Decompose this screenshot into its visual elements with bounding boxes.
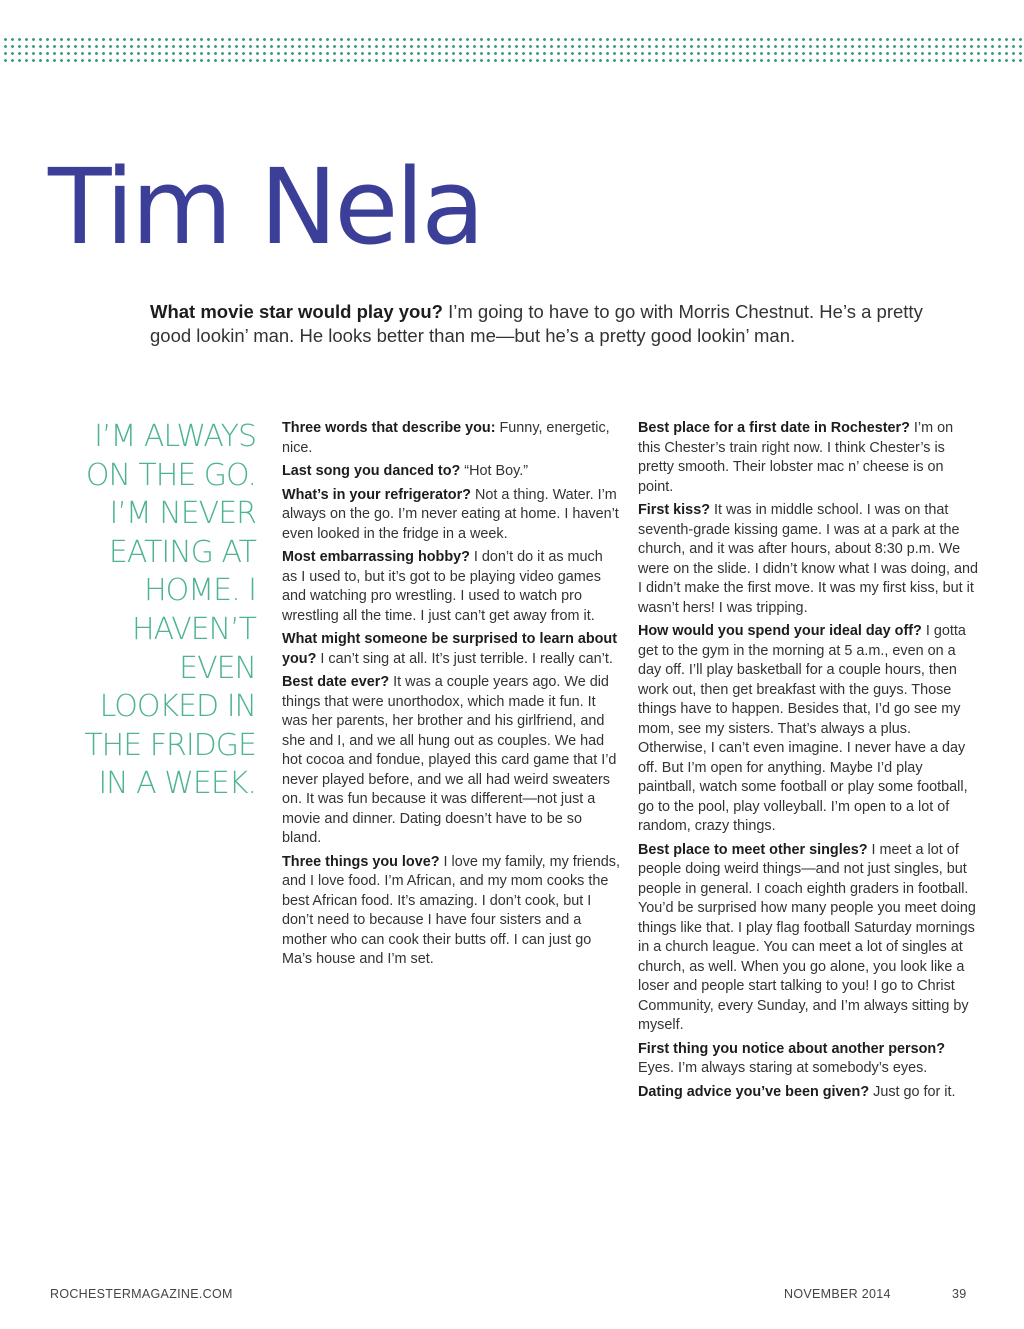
qa-question: Three things you love?	[282, 853, 440, 870]
page-title: Tim Nela	[48, 146, 482, 268]
intro-question: What movie star would play you?	[150, 301, 443, 322]
qa-answer: “Hot Boy.”	[460, 463, 528, 479]
qa-question: Most embarrassing hobby?	[282, 549, 470, 565]
qa-item	[282, 486, 620, 545]
qa-question: Three words that describe you:	[282, 420, 496, 436]
qa-item	[638, 1083, 978, 1103]
qa-answer: Just go for it.	[869, 1083, 956, 1100]
qa-item	[282, 853, 620, 970]
qa-answer: It was in middle school. I was on that seventh-grade kissing game. I was at a park at the church, and it was after hours, about 8:30 p.m. We were on the slide. I didn’t know what I was doing, and I didn’t make the first move. It was my first kiss, but it wasn’t hers! I was tripping.	[638, 502, 978, 616]
qa-item	[282, 673, 620, 849]
qa-item	[282, 548, 620, 626]
qa-answer: I love my family, my friends, and I love food. I’m African, and my mom cooks the best African food. It’s amazing. I don’t cook, but I don’t need to because I have four sisters and a mother who can cook their butts off. I can just go Ma’s house and I’m set.	[282, 853, 620, 967]
pull-quote: I’M ALWAYS ON THE GO. I’M NEVER EATING AT HOME. I HAVEN’T EVEN LOOKED IN THE FRIDGE IN A WEEK.	[84, 419, 256, 802]
qa-column-left	[282, 419, 620, 974]
intro-paragraph	[150, 300, 950, 348]
qa-item	[638, 1040, 978, 1079]
intro-answer: I’m going to have to go with Morris Chestnut. He’s a pretty good lookin’ man. He looks better than me—but he’s a pretty good lookin’ man.	[150, 301, 923, 346]
qa-question: What’s in your refrigerator?	[282, 486, 471, 503]
qa-answer: It was a couple years ago. We did things that were unorthodox, which made it fun. It was her parents, her brother and his girlfriend, and she and I, and we all hung out as couples. We had hot cocoa and fondue, played this card game that I’d never played before, and we all had weird sweaters on. It was fun because it was different—not just a movie and dinner. Dating doesn’t have to be so bland.	[282, 674, 617, 846]
qa-item	[638, 622, 978, 837]
qa-question: Best place for a first date in Rochester?	[638, 420, 910, 436]
qa-answer: Eyes. I’m always staring at somebody’s eyes.	[638, 1060, 928, 1076]
qa-answer: Not a thing. Water. I’m always on the go. I’m never eating at home. I haven’t even looked in the fridge in a week.	[282, 486, 619, 542]
qa-question: Last song you danced to?	[282, 463, 461, 479]
qa-item	[282, 630, 620, 669]
qa-item	[638, 841, 978, 1036]
qa-answer: Funny, energetic, nice.	[282, 420, 610, 456]
qa-answer: I gotta get to the gym in the morning at 5 a.m., even on a day off. I’ll play basketball for a couple hours, then work out, then get breakfast with the guys. Those things have to happen. Besides that, I’d go see my mom, see my sisters. That’s always a plus. Otherwise, I can’t even imagine. I never have a day off. But I’m open for anything. Maybe I’d play paintball, watch some football or play some football, go to the pool, play volleyball. I’m open to a lot of random, crazy things.	[638, 623, 968, 834]
footer-issue-date: NOVEMBER 2014	[784, 1287, 891, 1301]
qa-question: Dating advice you’ve been given?	[638, 1083, 870, 1100]
qa-answer: I don’t do it as much as I used to, but it’s got to be playing video games and watching pro wrestling. I used to watch pro wrestling all the time. I just can’t get away from it.	[282, 549, 603, 624]
qa-question: What might someone be surprised to learn about you?	[282, 631, 618, 667]
qa-question: How would you spend your ideal day off?	[638, 623, 922, 639]
qa-question: Best place to meet other singles?	[638, 841, 868, 858]
qa-question: Best date ever?	[282, 674, 390, 690]
qa-question: First thing you notice about another person?	[638, 1040, 946, 1057]
qa-column-right	[638, 419, 978, 1106]
qa-answer: I’m on this Chester’s train right now. I think Chester’s is pretty smooth. Their lobster mac n’ cheese is on point.	[638, 420, 954, 495]
qa-item	[282, 419, 620, 458]
qa-answer: I meet a lot of people doing weird things—and not just singles, but people in general. I coach eighth graders in football. You’d be surprised how many people you meet doing things like that. I play flag football Saturday mornings in a church league. You can meet a lot of singles at church, as well. When you go alone, you look like a loser and people start talking to you! I go to Christ Community, every Sunday, and I’m always sitting by myself.	[638, 841, 976, 1033]
qa-item	[638, 419, 978, 497]
dotted-header-band	[0, 36, 1024, 64]
footer-website: ROCHESTERMAGAZINE.COM	[50, 1287, 233, 1301]
qa-question: First kiss?	[638, 502, 710, 518]
footer-page-number: 39	[952, 1287, 967, 1301]
qa-item	[638, 501, 978, 618]
qa-answer: I can’t sing at all. It’s just terrible. I really can’t.	[316, 650, 613, 667]
qa-item	[282, 462, 620, 482]
